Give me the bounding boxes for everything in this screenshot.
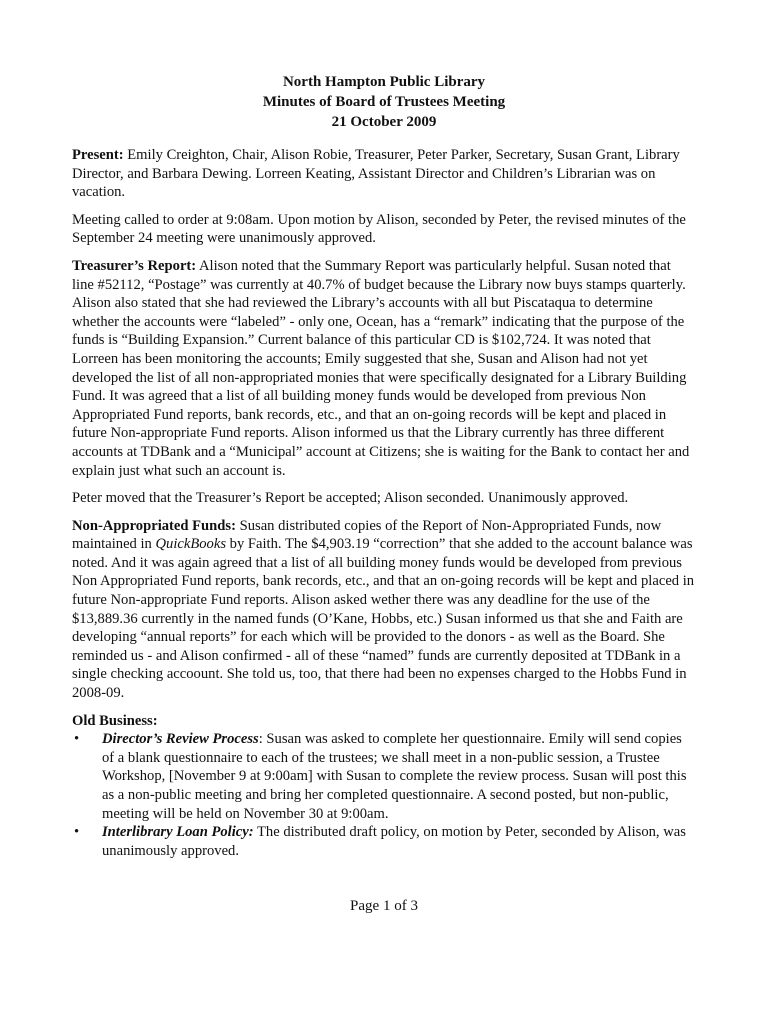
item-text: The distributed draft policy, on motion by Peter, seconded by Alison, was unanimously approved. [102, 824, 686, 859]
library-name: North Hampton Public Library [282, 74, 486, 90]
item-lead: Interlibrary Loan Policy: [102, 824, 254, 841]
bullet-icon: • [74, 731, 80, 748]
old-business-title: Old Business: [72, 712, 158, 729]
non-appropriated-text-1: Susan distributed copies of the Report of Non-Appropriated Funds, now maintained in [72, 517, 662, 553]
document-header [72, 72, 696, 132]
treasurer-paragraph [72, 257, 696, 480]
old-business-list [72, 730, 696, 860]
list-item [72, 730, 696, 823]
treasurer-text: Alison noted that the Summary Report was particularly helpful. Susan noted that line #52112, “Postage” was currently at 40.7% of budget because the Library now buys stamps quarterly. Alison also stated that she had reviewed the Library’s accounts with all but Piscataqua to determine whether the accounts were “labeled” - only one, Ocean, has a “remark” indicating that the purpose of the funds is “Building Expansion.” Current balance of this particular CD is $102,724. It was noted that Lorreen has been monitoring the accounts; Emily suggested that she, Susan and Alison had not yet developed the list of all non-appropriated monies that were specifically designated for a Library Building Fund. It was agreed that a list of all building money funds would be developed from previous Non Appropriated Fund reports, bank records, etc., and that an on-going records will be kept and placed in future Non-appropriate Fund reports. Alison informed us that the Library currently has three different accounts at TDBank and a “Municipal” account at Citizens; she is waiting for the Bank to contact her and explain just what such an account is. [72, 257, 690, 479]
bullet-icon: • [74, 824, 80, 841]
call-to-order-paragraph: Meeting called to order at 9:08am. Upon motion by Alison, seconded by Peter, the revised minutes of the September 24 meeting were unanimously approved. [72, 211, 686, 247]
treasurer-motion-paragraph: Peter moved that the Treasurer’s Report be accepted; Alison seconded. Unanimously approved. [72, 490, 629, 507]
list-item [72, 823, 696, 860]
meeting-date: 21 October 2009 [331, 114, 437, 130]
present-paragraph [72, 146, 696, 202]
non-appropriated-text-2: by Faith. The $4,903.19 “correction” that she added to the account balance was noted. And it was again agreed that a list of all building money funds would be developed from previous Non Appropriated Fund reports, bank records, etc., and that an on-going records will be kept and placed in future Non-appropriate Fund reports. Alison asked wether there was any deadline for the use of the $13,889.36 currently in the named funds (O’Kane, Hobbs, etc.) Susan informed us that she and Faith are developing “annual reports” for each which will be provided to the donors - as well as the Board. She reminded us - and Alison confirmed - all of these “named” funds are currently deposited at TDBank in a single checking accoount. She told us, too, that there had been no expenses charged to the Hobbs Fund in 2008-09. [72, 536, 695, 702]
item-text: : Susan was asked to complete her questionnaire. Emily will send copies of a blank questionnaire to each of the trustees; we shall meet in a non-public session, a Trustee Workshop, [November 9 at 9:00am] with Susan to complete the review process. Susan will post this as a non-public meeting and bring her completed questionnaire. A second posted, but non-public, meeting will be held on November 30 at 9:00am. [102, 731, 687, 822]
present-label: Present: [72, 147, 124, 163]
present-text: Emily Creighton, Chair, Alison Robie, Treasurer, Peter Parker, Secretary, Susan Grant, Library Director, and Barbara Dewing. Lorreen Keating, Assistant Director and Children’s Librarian was on vacation. [72, 147, 680, 201]
item-lead: Director’s Review Process [102, 731, 259, 748]
old-business-section [72, 712, 696, 861]
page-number: Page 1 of 3 [350, 898, 418, 914]
non-appropriated-label: Non-Appropriated Funds: [72, 517, 236, 534]
software-name: QuickBooks [155, 536, 227, 553]
non-appropriated-paragraph [72, 517, 696, 703]
treasurer-label: Treasurer’s Report: [72, 257, 197, 274]
document-title: Minutes of Board of Trustees Meeting [262, 94, 506, 110]
